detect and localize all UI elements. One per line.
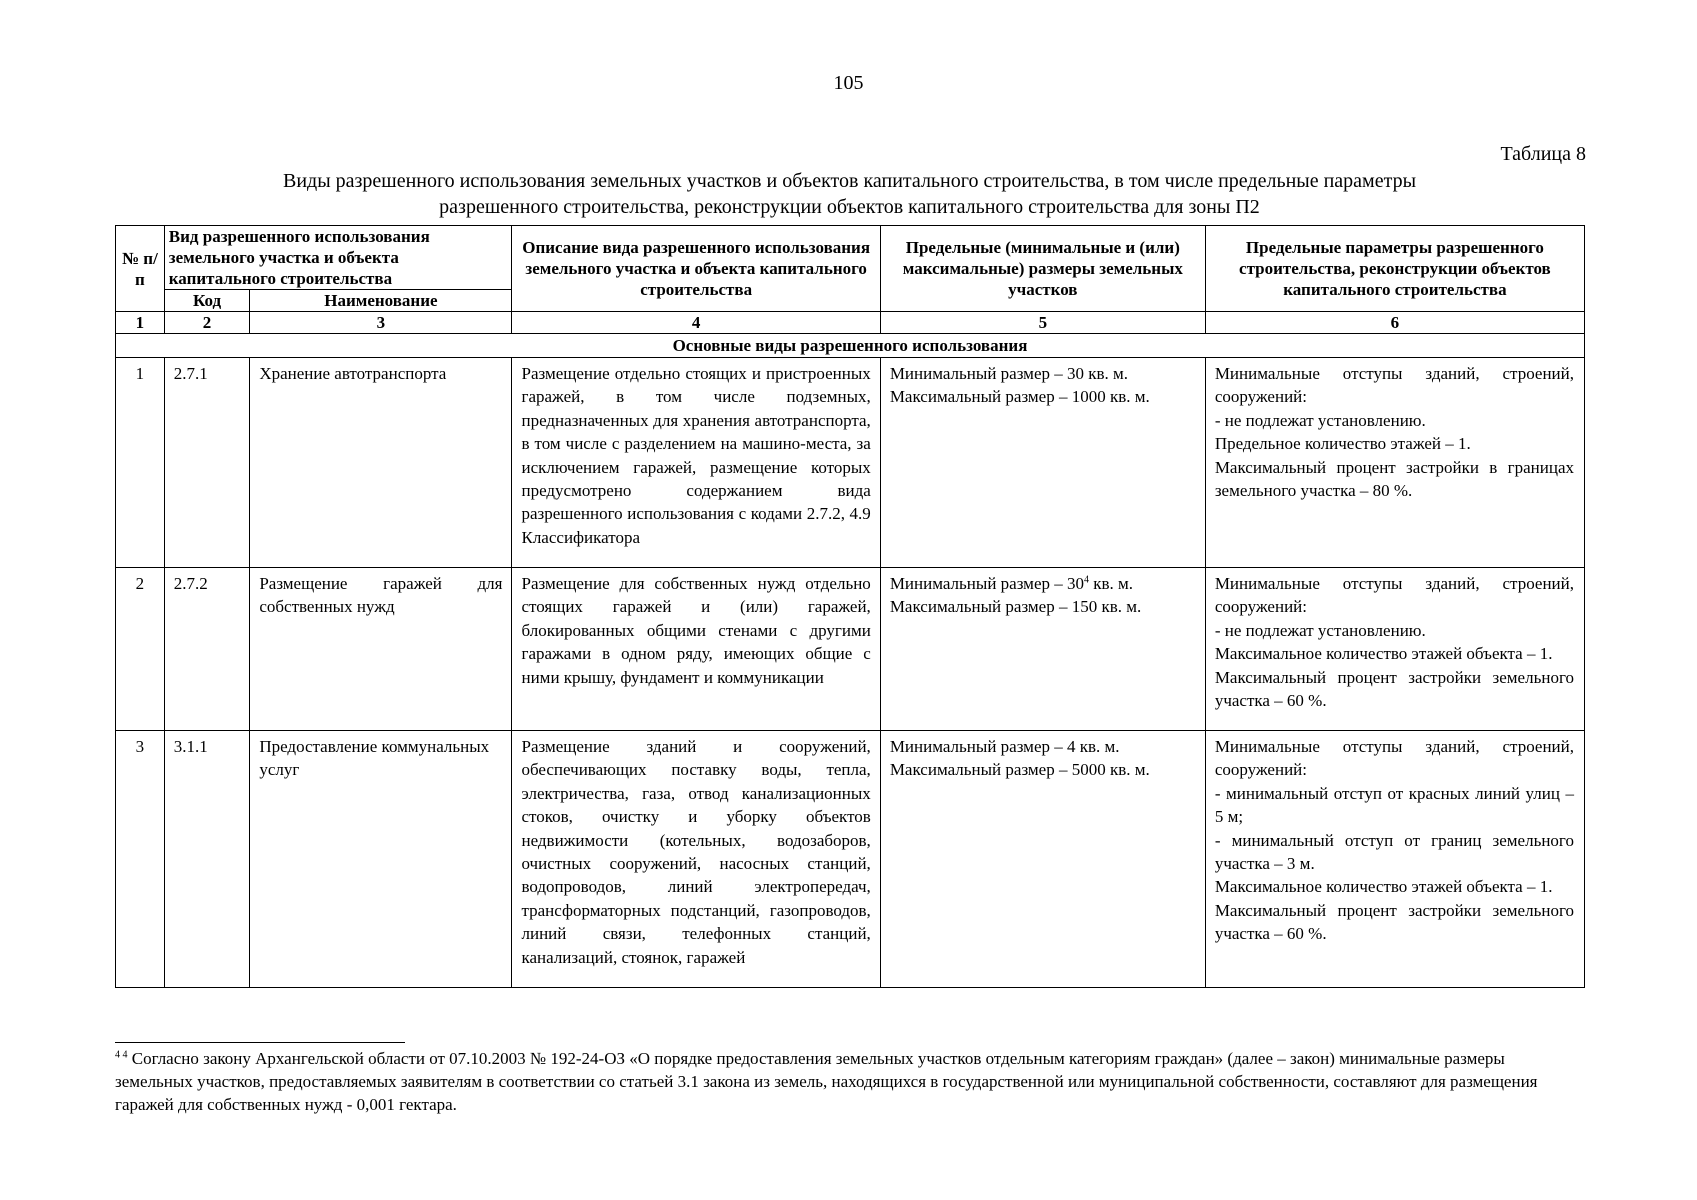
footnote-text: Согласно закону Архангельской области от 07.10.2003 № 192-24-ОЗ «О порядке предоставления земельных участков отдельным категориям граждан» (далее – закон) минимальные размеры земельных участков, предоставляемых заявителям в соответствии со статьей 3.1 закона из земель, находящихся в государственной или муниципальной собственности, составляют для размещения гаражей для собственных нужд - 0,001 гектара.: [115, 1049, 1538, 1114]
zoning-table: [115, 225, 1585, 988]
param-line: - не подлежат установлению.: [1214, 410, 1426, 430]
row-num: 3: [116, 731, 165, 988]
param-line: - минимальный отступ от границ земельного участка – 3 м.: [1214, 830, 1574, 874]
column-number: 3: [250, 312, 512, 334]
row-params: [1205, 731, 1584, 988]
param-line: Максимальное количество этажей объекта – 1.: [1214, 644, 1553, 664]
section-row: [116, 334, 1585, 358]
page-number: 105: [833, 72, 864, 94]
size-max: Максимальный размер – 150 кв. м.: [889, 597, 1142, 617]
row-sizes: [880, 731, 1205, 988]
size-min: [890, 572, 1196, 595]
table-title: [115, 168, 1584, 220]
column-numbers-row: [116, 312, 1585, 334]
column-number: 6: [1205, 312, 1584, 334]
size-max: Максимальный размер – 5000 кв. м.: [889, 760, 1150, 780]
param-line: Максимальный процент застройки в границах земельного участка – 80 %.: [1214, 457, 1574, 501]
table-title-line-2: разрешенного строительства, реконструкции объектов капитального строительства для зоны П2: [439, 196, 1260, 218]
size-min-value: Минимальный размер – 30: [889, 574, 1084, 593]
param-line: Предельное количество этажей – 1.: [1214, 434, 1471, 454]
param-line: Максимальный процент застройки земельного участка – 60 %.: [1214, 900, 1574, 944]
param-line: - минимальный отступ от красных линий улиц – 5 м;: [1214, 783, 1574, 827]
row-code: 3.1.1: [164, 731, 250, 988]
table-title-line-1: Виды разрешенного использования земельных участков и объектов капитального строительства, в том числе предельные параметры: [282, 170, 1417, 192]
column-number: 2: [164, 312, 250, 334]
column-number: 1: [116, 312, 165, 334]
param-line: Минимальные отступы зданий, строений, сооружений:: [1214, 737, 1574, 780]
size-min: Минимальный размер – 4 кв. м.: [889, 737, 1120, 756]
section-title: Основные виды разрешенного использования: [116, 334, 1585, 358]
row-num: 1: [116, 358, 165, 568]
row-params: [1205, 568, 1584, 731]
header-vid: Вид разрешенного использования земельного участка и объекта капитального строительства: [164, 226, 512, 290]
header-row: [116, 226, 1585, 290]
row-sizes: [880, 358, 1205, 568]
param-line: Минимальные отступы зданий, строений, сооружений:: [1214, 364, 1574, 407]
row-code: 2.7.1: [164, 358, 250, 568]
column-number: 5: [880, 312, 1205, 334]
table-row: [116, 731, 1585, 988]
header-name: Наименование: [250, 290, 512, 312]
row-num: 2: [116, 568, 165, 731]
footnote: [115, 1047, 1585, 1116]
column-number: 4: [512, 312, 880, 334]
footnote-ref: 4: [1083, 574, 1089, 586]
header-code: Код: [164, 290, 250, 312]
header-num: № п/п: [116, 226, 165, 312]
param-line: Минимальные отступы зданий, строений, сооружений:: [1214, 574, 1574, 617]
header-params: Предельные параметры разрешенного строительства, реконструкции объектов капитального строительства: [1205, 226, 1584, 312]
row-code: 2.7.2: [164, 568, 250, 731]
row-description: Размещение зданий и сооружений, обеспечивающих поставку воды, тепла, электричества, газа, отвод канализационных стоков, очистку и уборку объектов недвижимости (котельных, водозаборов, очистных сооружений, насосных станций, водопроводов, линий электропередач, трансформаторных подстанций, газопроводов, линий связи, телефонных станций, канализаций, стоянок, гаражей: [512, 731, 880, 988]
size-max: Максимальный размер – 1000 кв. м.: [889, 387, 1150, 407]
row-name: Предоставление коммунальных услуг: [250, 731, 512, 988]
footnote-mark: 4 4: [115, 1049, 128, 1061]
footnote-separator: [115, 1042, 405, 1043]
table-label: Таблица 8: [1500, 143, 1586, 165]
header-sizes: Предельные (минимальные и (или) максимальные) размеры земельных участков: [880, 226, 1205, 312]
row-name: Размещение гаражей для собственных нужд: [250, 568, 512, 731]
size-min-unit: кв. м.: [1088, 574, 1134, 593]
header-description: Описание вида разрешенного использования земельного участка и объекта капитального строительства: [512, 226, 880, 312]
size-min: Минимальный размер – 30 кв. м.: [889, 364, 1129, 383]
row-description: Размещение для собственных нужд отдельно стоящих гаражей и (или) гаражей, блокированных общими стенами с другими гаражами в одном ряду, имеющих общие с ними крышу, фундамент и коммуникации: [512, 568, 880, 731]
row-sizes: [880, 568, 1205, 731]
table-row: [116, 358, 1585, 568]
param-line: - не подлежат установлению.: [1214, 620, 1426, 640]
table-row: [116, 568, 1585, 731]
param-line: Максимальный процент застройки земельного участка – 60 %.: [1214, 667, 1574, 711]
row-name: Хранение автотранспорта: [250, 358, 512, 568]
param-line: Максимальное количество этажей объекта – 1.: [1214, 877, 1553, 897]
row-params: [1205, 358, 1584, 568]
row-description: Размещение отдельно стоящих и пристроенных гаражей, в том числе подземных, предназначенных для хранения автотранспорта, в том числе с разделением на машино-места, за исключением гаражей, размещение которых предусмотрено содержанием вида разрешенного использования с кодами 2.7.2, 4.9 Классификатора: [512, 358, 880, 568]
